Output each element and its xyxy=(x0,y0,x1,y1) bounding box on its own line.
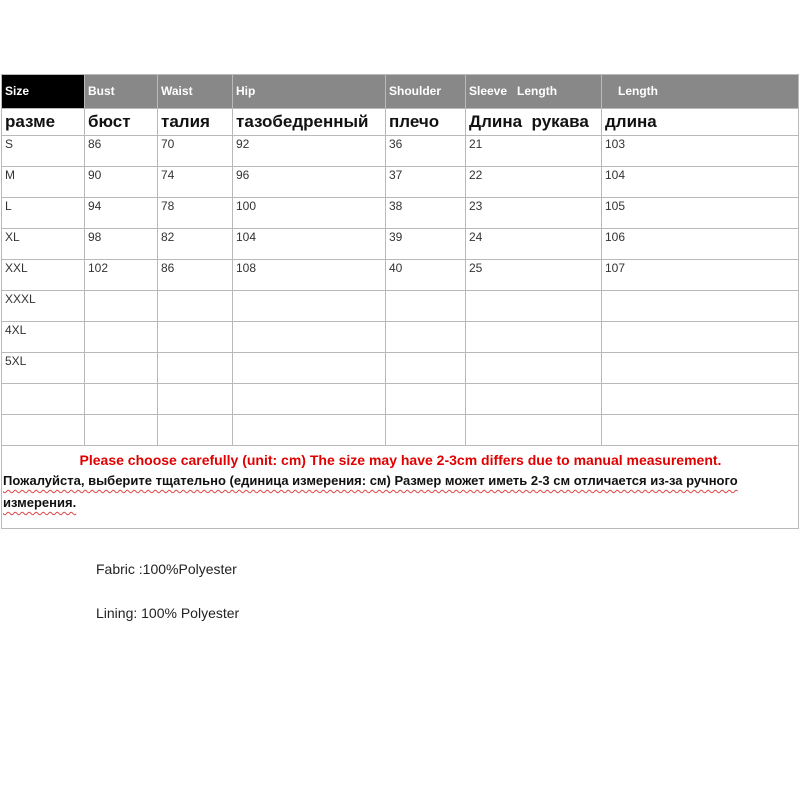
cell-bust xyxy=(85,322,158,353)
note-row xyxy=(2,446,799,529)
cell-sleeve-length xyxy=(466,384,602,415)
cell-size: XXL xyxy=(2,260,85,291)
cell-bust xyxy=(85,353,158,384)
header-row-russian xyxy=(2,109,799,136)
table-row xyxy=(2,291,799,322)
cell-length: 104 xyxy=(602,167,799,198)
cell-length xyxy=(602,322,799,353)
cell-size: S xyxy=(2,136,85,167)
header-ru-bust: бюст xyxy=(85,109,158,136)
cell-sleeve-length: 21 xyxy=(466,136,602,167)
cell-size: XL xyxy=(2,229,85,260)
size-chart-table xyxy=(1,74,799,529)
cell-length: 103 xyxy=(602,136,799,167)
table-row xyxy=(2,353,799,384)
cell-size: XXXL xyxy=(2,291,85,322)
cell-shoulder xyxy=(386,384,466,415)
header-hip: Hip xyxy=(233,75,386,109)
cell-hip: 96 xyxy=(233,167,386,198)
header-ru-sleeve-length: Длина рукава xyxy=(466,109,602,136)
cell-waist: 82 xyxy=(158,229,233,260)
header-row-english xyxy=(2,75,799,109)
cell-bust: 98 xyxy=(85,229,158,260)
cell-shoulder xyxy=(386,415,466,446)
cell-hip: 92 xyxy=(233,136,386,167)
header-waist: Waist xyxy=(158,75,233,109)
cell-shoulder: 39 xyxy=(386,229,466,260)
lining-info: Lining: 100% Polyester xyxy=(96,605,240,621)
cell-waist: 70 xyxy=(158,136,233,167)
cell-shoulder: 36 xyxy=(386,136,466,167)
cell-length xyxy=(602,291,799,322)
cell-hip: 104 xyxy=(233,229,386,260)
cell-hip: 100 xyxy=(233,198,386,229)
cell-length: 107 xyxy=(602,260,799,291)
cell-shoulder: 37 xyxy=(386,167,466,198)
header-ru-hip: тазобедренный xyxy=(233,109,386,136)
cell-waist xyxy=(158,353,233,384)
cell-sleeve-length xyxy=(466,291,602,322)
cell-waist xyxy=(158,384,233,415)
cell-size: M xyxy=(2,167,85,198)
cell-waist xyxy=(158,322,233,353)
header-ru-length: длина xyxy=(602,109,799,136)
cell-shoulder: 40 xyxy=(386,260,466,291)
cell-sleeve-length: 22 xyxy=(466,167,602,198)
cell-bust xyxy=(85,291,158,322)
cell-length xyxy=(602,415,799,446)
header-length: Length xyxy=(602,75,799,109)
cell-sleeve-length xyxy=(466,322,602,353)
cell-hip: 108 xyxy=(233,260,386,291)
cell-size: 4XL xyxy=(2,322,85,353)
cell-sleeve-length: 23 xyxy=(466,198,602,229)
cell-waist xyxy=(158,415,233,446)
header-ru-size: разме xyxy=(2,109,85,136)
table-row xyxy=(2,415,799,446)
table-row xyxy=(2,260,799,291)
cell-length: 106 xyxy=(602,229,799,260)
cell-sleeve-length: 25 xyxy=(466,260,602,291)
cell-length xyxy=(602,353,799,384)
note-russian: Пожалуйста, выберите тщательно (единица измерения: см) Размер может иметь 2-3 см отличается из-за ручного измерения. xyxy=(3,473,738,510)
cell-hip xyxy=(233,353,386,384)
table-row xyxy=(2,136,799,167)
header-size: Size xyxy=(2,75,85,109)
cell-bust: 90 xyxy=(85,167,158,198)
header-ru-shoulder: плечо xyxy=(386,109,466,136)
cell-sleeve-length xyxy=(466,415,602,446)
cell-waist: 78 xyxy=(158,198,233,229)
size-rows xyxy=(2,136,799,446)
table-row xyxy=(2,384,799,415)
fabric-info: Fabric :100%Polyester xyxy=(96,561,237,577)
cell-hip xyxy=(233,291,386,322)
cell-length xyxy=(602,384,799,415)
cell-waist: 74 xyxy=(158,167,233,198)
header-shoulder: Shoulder xyxy=(386,75,466,109)
cell-waist xyxy=(158,291,233,322)
cell-bust xyxy=(85,415,158,446)
cell-waist: 86 xyxy=(158,260,233,291)
cell-hip xyxy=(233,415,386,446)
cell-sleeve-length xyxy=(466,353,602,384)
cell-size xyxy=(2,415,85,446)
table-row xyxy=(2,198,799,229)
header-bust: Bust xyxy=(85,75,158,109)
cell-bust xyxy=(85,384,158,415)
cell-size: L xyxy=(2,198,85,229)
cell-bust: 86 xyxy=(85,136,158,167)
cell-hip xyxy=(233,322,386,353)
header-ru-waist: талия xyxy=(158,109,233,136)
table-row xyxy=(2,229,799,260)
cell-shoulder xyxy=(386,291,466,322)
cell-hip xyxy=(233,384,386,415)
note-english: Please choose carefully (unit: cm) The size may have 2-3cm differs due to manual measurement. xyxy=(79,452,722,468)
cell-shoulder xyxy=(386,353,466,384)
cell-size xyxy=(2,384,85,415)
table-row xyxy=(2,322,799,353)
header-sleeve-length: Sleeve Length xyxy=(466,75,602,109)
table-row xyxy=(2,167,799,198)
cell-sleeve-length: 24 xyxy=(466,229,602,260)
cell-bust: 94 xyxy=(85,198,158,229)
cell-shoulder: 38 xyxy=(386,198,466,229)
cell-bust: 102 xyxy=(85,260,158,291)
cell-shoulder xyxy=(386,322,466,353)
measurement-note xyxy=(2,446,799,529)
cell-length: 105 xyxy=(602,198,799,229)
cell-size: 5XL xyxy=(2,353,85,384)
